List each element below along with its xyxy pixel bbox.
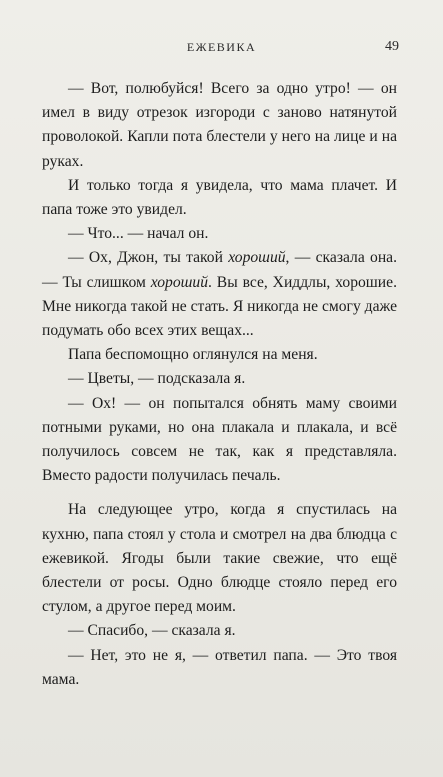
paragraph <box>42 174 397 222</box>
paragraph <box>42 222 397 246</box>
paragraph-text: — Спасибо, — сказала я. <box>68 622 236 640</box>
paragraph <box>42 367 397 391</box>
paragraph-text: — Вот, полюбуйся! Всего за одно утро! — он имел в виду отрезок изгороди с заново натянутой проволокой. Капли пота блестели у него на лице и на руках. <box>42 80 397 170</box>
page-header <box>0 40 443 60</box>
paragraph <box>42 619 397 643</box>
paragraph <box>42 343 397 367</box>
emphasis-text: хороший <box>228 249 286 267</box>
paragraph <box>42 644 397 692</box>
paragraph-text: На следующее утро, когда я спустилась на кухню, папа стоял у стола и смотрел на два блюдца с ежевикой. Ягоды были такие свежие, что ещё блестели от росы. Одно блюдце стояло перед его стулом, а другое перед моим. <box>42 501 397 616</box>
page-number: 49 <box>385 39 399 54</box>
paragraph-text: Папа беспомощно оглянулся на меня. <box>68 346 318 364</box>
paragraph-text: — Ох! — он попытался обнять маму своими потными руками, но она плакала и плакала, и всё получилось совсем не так, как я представляла. Вместо радости получилась печаль. <box>42 394 397 485</box>
paragraph <box>42 246 397 343</box>
paragraph-text: — Нет, это не я, — ответил папа. — Это твоя мама. <box>42 646 397 688</box>
paragraph-text: , — сказала она. — Ты слишком <box>42 249 397 291</box>
running-title: ЕЖЕВИКА <box>186 40 257 54</box>
paragraph <box>42 77 397 174</box>
paragraph-text: . Вы все, Хиддлы, хорошие. Мне никогда такой не стать. Я никогда не смогу даже подумать обо всех этих вещах... <box>42 273 397 340</box>
paragraph-text: — Цветы, — подсказала я. <box>68 370 246 388</box>
paragraph-text: — Ох, Джон, ты такой <box>68 249 229 267</box>
emphasis-text: хороший <box>150 273 209 291</box>
paragraph-text: — Что... — начал он. <box>68 225 209 243</box>
body-text <box>42 77 397 692</box>
paragraph-text: И только тогда я увидела, что мама плачет. И папа тоже это увидел. <box>42 176 397 219</box>
paragraph <box>42 498 397 619</box>
paragraph <box>42 392 397 489</box>
